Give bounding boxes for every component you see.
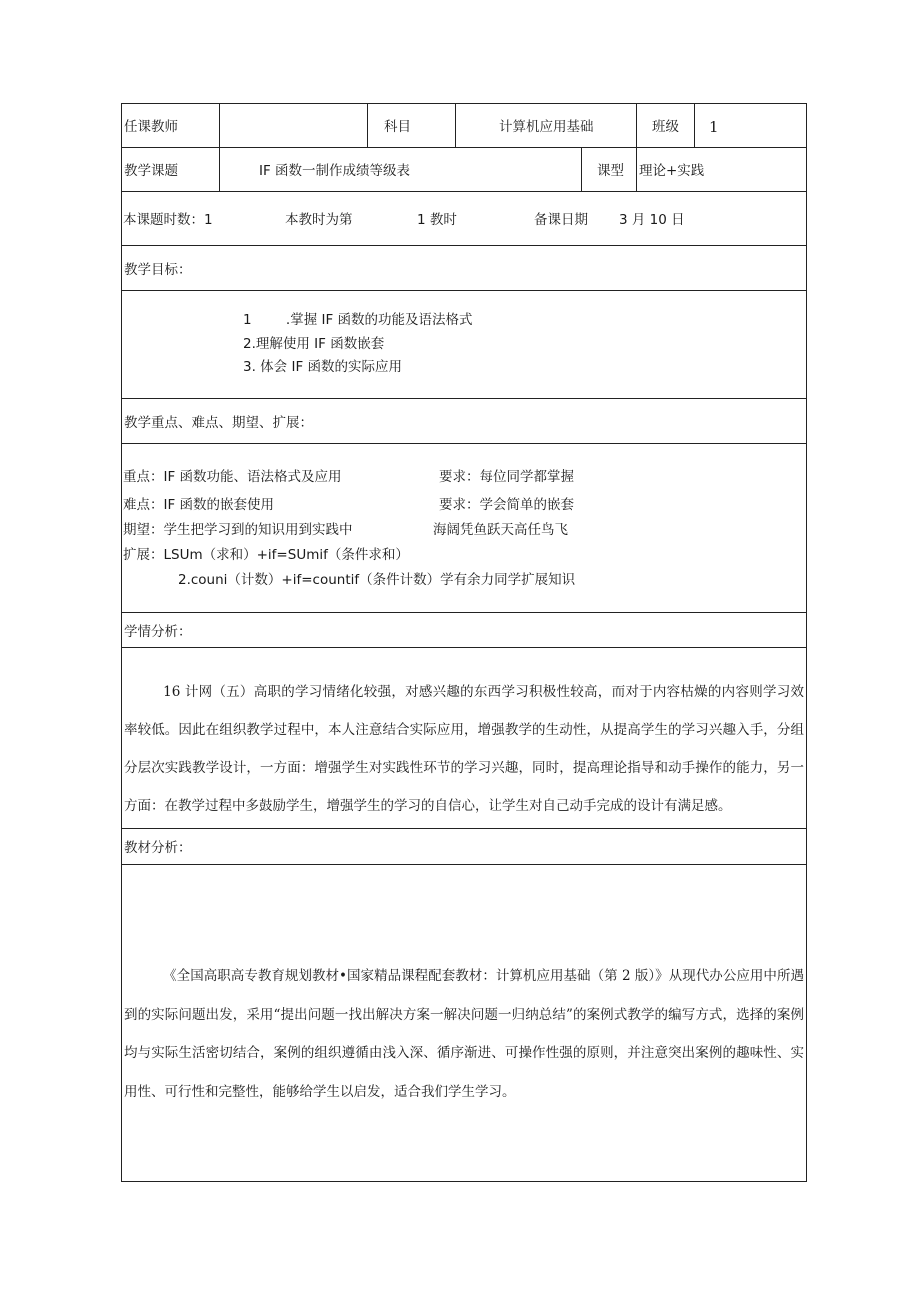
- type-value: 理论+实践: [639, 163, 705, 179]
- students-title: 学情分析：: [124, 624, 192, 640]
- subject-label-cell: [367, 104, 456, 148]
- class-value-cell: [694, 104, 807, 148]
- students-title-row: [121, 612, 807, 648]
- nth-hour-label: 本教时为第: [285, 212, 353, 228]
- hours-row: [121, 191, 807, 246]
- material-title: 教材分析：: [124, 840, 192, 856]
- expectation-motto: 海阔凭鱼跃天高任鸟飞: [433, 522, 568, 538]
- objectives-title: 教学目标：: [124, 262, 192, 278]
- header-row: [121, 103, 807, 148]
- teacher-value-cell: [219, 104, 368, 148]
- subject-value-cell: [455, 104, 637, 148]
- topic-label: 教学课题: [124, 163, 178, 179]
- extension-1: 扩展：LSUm（求和）+if=SUmif（条件求和）: [123, 547, 409, 563]
- teacher-label: 任课教师: [124, 119, 178, 135]
- material-analysis-text: 《全国高职高专教育规划教材•国家精品课程配套教材：计算机应用基础（第 2 版）》从现代办公应用中所遇到的实际问题出发，采用“提出问题一找出解决方案一解决问题一归纳总结”的案例式教学的编写方式，选择的案例均与实际生活密切结合，案例的组织遵循由浅入深、循序渐进、可操作性强的原则，并注意突出案例的趣味性、实用性、可行性和完整性，能够给学生以启发，适合我们学生学习。: [124, 968, 804, 1100]
- topic-row: [121, 147, 807, 192]
- key-point-requirement: 要求：每位同学都掌握: [439, 469, 574, 485]
- type-label-cell: [581, 148, 637, 192]
- type-value-cell: [636, 148, 807, 192]
- topic-value-cell: [219, 148, 582, 192]
- difficult-point-requirement: 要求：学会简单的嵌套: [439, 497, 574, 513]
- keypoints-detail-row: [121, 443, 807, 613]
- key-point: 重点：IF 函数功能、语法格式及应用: [123, 469, 342, 485]
- objectives-list-row: [121, 290, 807, 399]
- students-analysis-text: 16 计网（五）高职的学习情绪化较强，对感兴趣的东西学习积极性较高，而对于内容枯燥的内容则学习效率较低。因此在组织教学过程中，本人注意结合实际应用，增强教学的生动性，从提高学生的学习兴趣入手，分组分层次实践教学设计，一方面：增强学生对实践性环节的学习兴趣，同时，提高理论指导和动手操作的能力，另一方面：在教学过程中多鼓励学生，增强学生的学习的自信心，让学生对自己动手完成的设计有满足感。: [124, 684, 804, 814]
- subject-value: 计算机应用基础: [499, 119, 594, 135]
- difficult-point: 难点：IF 函数的嵌套使用: [123, 497, 275, 513]
- prep-date-value: 3 月 10 日: [619, 212, 685, 228]
- objective-item-3: 3. 体会 IF 函数的实际应用: [243, 359, 403, 375]
- class-value: 1: [709, 118, 719, 136]
- class-label: 班级: [652, 119, 679, 135]
- objective-item-2: 2.理解使用 IF 函数嵌套: [243, 336, 385, 352]
- objectives-title-row: [121, 245, 807, 291]
- objective-item-1: 1 .掌握 IF 函数的功能及语法格式: [243, 312, 473, 328]
- teacher-label-cell: [122, 104, 219, 148]
- keypoints-title-row: [121, 398, 807, 444]
- students-analysis-row: [121, 647, 807, 829]
- topic-value: IF 函数一制作成绩等级表: [259, 163, 411, 179]
- total-hours: 本课题时数：1: [123, 212, 213, 228]
- extension-2: 2.couni（计数）+if=countif（条件计数）学有余力同学扩展知识: [178, 572, 576, 588]
- topic-label-cell: [122, 148, 219, 192]
- nth-hour-value: 1 教时: [417, 212, 457, 228]
- prep-date-label: 备课日期: [534, 212, 588, 228]
- class-label-cell: [636, 104, 695, 148]
- keypoints-title: 教学重点、难点、期望、扩展：: [124, 415, 313, 431]
- material-title-row: [121, 828, 807, 865]
- material-analysis-row: [121, 864, 807, 1182]
- expectation: 期望：学生把学习到的知识用到实践中: [123, 522, 353, 538]
- subject-label: 科目: [384, 119, 411, 135]
- type-label: 课型: [597, 163, 624, 179]
